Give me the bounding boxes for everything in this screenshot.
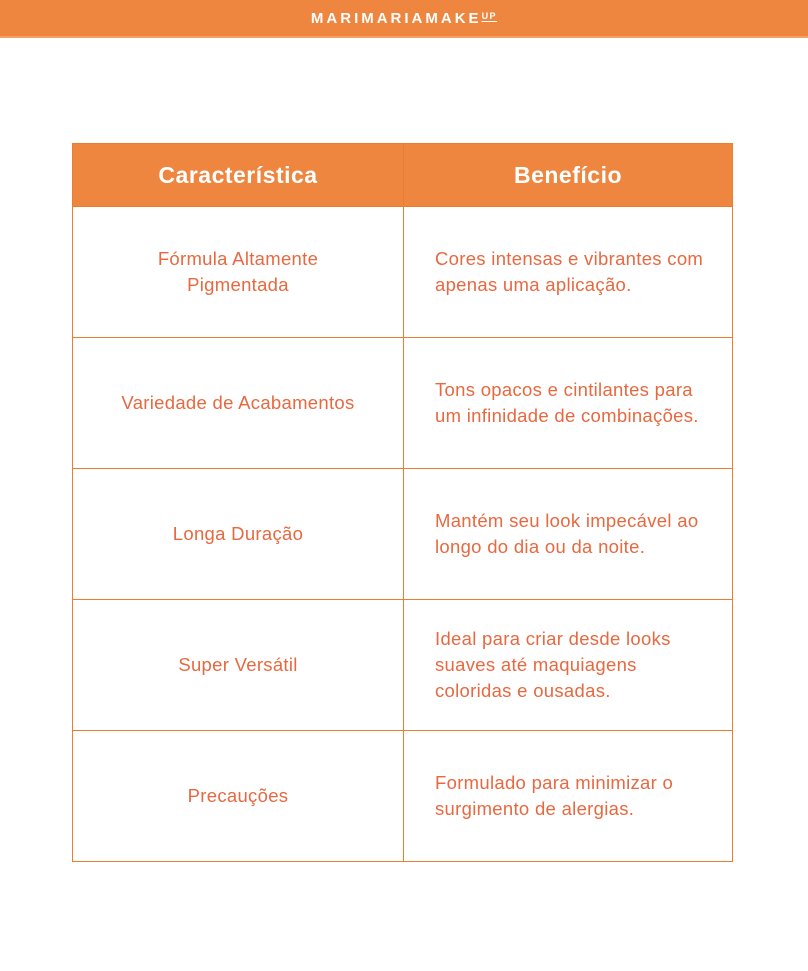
brand-logo-sup: UP	[481, 10, 498, 21]
brand-logo-main: MARIMARIAMAKE	[310, 9, 482, 27]
benefit-cell: Tons opacos e cintilantes para um infinidade de combinações.	[404, 338, 733, 469]
table-row	[73, 469, 733, 600]
table-row	[73, 731, 733, 862]
column-header-benefit: Benefício	[404, 144, 733, 207]
table-row	[73, 207, 733, 338]
benefit-cell: Cores intensas e vibrantes com apenas uma aplicação.	[404, 207, 733, 338]
table-row	[73, 338, 733, 469]
feature-cell: Fórmula Altamente Pigmentada	[73, 207, 404, 338]
table-body	[73, 207, 733, 862]
feature-cell: Variedade de Acabamentos	[73, 338, 404, 469]
feature-cell: Longa Duração	[73, 469, 404, 600]
benefit-cell: Ideal para criar desde looks suaves até maquiagens coloridas e ousadas.	[404, 600, 733, 731]
brand-logo	[311, 11, 497, 26]
feature-cell: Super Versátil	[73, 600, 404, 731]
table-row	[73, 600, 733, 731]
column-header-feature: Característica	[73, 144, 404, 207]
benefits-table	[72, 143, 733, 862]
benefit-cell: Formulado para minimizar o surgimento de alergias.	[404, 731, 733, 862]
benefits-table-wrap	[72, 143, 732, 862]
feature-cell: Precauções	[73, 731, 404, 862]
benefit-cell: Mantém seu look impecável ao longo do dia ou da noite.	[404, 469, 733, 600]
brand-banner	[0, 0, 808, 38]
table-header-row	[73, 144, 733, 207]
